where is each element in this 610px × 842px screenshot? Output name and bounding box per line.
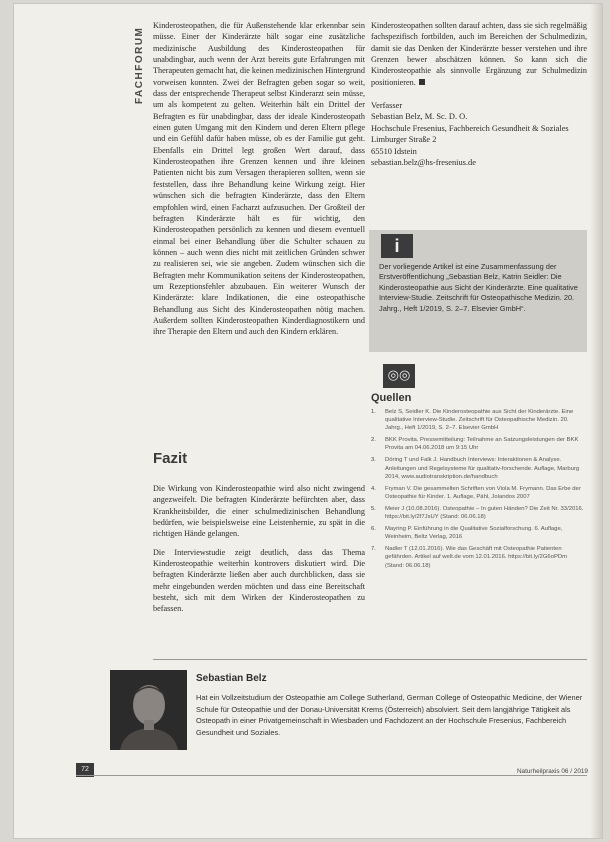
bio-text: Hat ein Vollzeitstudium der Osteopathie am College Sutherland, German College of Osteopathic Medicine, der Wiener Schule für Osteopathie und der Donau-Universität Krems (Österreich) absolviert. Seit dem langjährige Tätigkeit als Osteopath in einer Privatgemeinschaft in Wiesbaden und Fachdozent an der Hochschule Fresenius, Fachbereich Gesundheit und Soziales. xyxy=(196,693,583,737)
quellen-title: Quellen xyxy=(371,392,412,404)
info-box xyxy=(369,230,587,352)
page-number: 72 xyxy=(76,763,94,777)
quellen-header xyxy=(371,364,587,404)
reference-item xyxy=(371,525,587,541)
right-paragraph-text: Kinderosteopathen sollten darauf achten, dass sie sich regelmäßig fachspezifisch fortbilden, auch im Bereichen der Schulmedizin, damit sie das Denken der Kinderärzte besser verstehen und ihre Grenzen bewer abschätzen können. So kann sich die Kinderosteopathie als sinnvolle Ergänzung zur Schulmedizin positionieren. xyxy=(371,21,587,87)
author-label: Verfasser xyxy=(371,101,403,111)
reference-text: Fryman V. Die gesammelten Schriften von Viola M. Frymann. Das Erbe der Osteopathie für Kinder. 1. Auflage, Pähl, Jolandos 2007 xyxy=(385,485,581,500)
journal-footer: Naturheilpraxis 06 / 2019 xyxy=(516,768,588,775)
reference-item xyxy=(371,408,587,432)
info-text: Der vorliegende Artikel ist eine Zusammenfassung der Erstveröffentlichung „Sebastian Belz, Katrin Seidler: Die Kinderosteopathie aus Sicht der Kinderärzte. Eine qualitative Interview-Studie. Zeitschrift für Osteopathische Medizin. 20. Jahrg., Heft 1/2019, S. 2–7. Elsevier GmbH“. xyxy=(379,262,578,313)
section-tab xyxy=(132,26,152,106)
portrait-image xyxy=(110,670,187,750)
magazine-page xyxy=(14,4,602,838)
reference-text: Döring T und Falk J. Handbuch Interviews: Interaktionen & Analyse. Anleitungen und Regelsysteme für qualitativ-forschende. Auflage, Marburg 2014, www.audiotranskription.de/handbuch xyxy=(385,457,580,480)
reference-number: 4. xyxy=(371,485,376,492)
fazit-heading: Fazit xyxy=(153,450,188,467)
section-divider xyxy=(153,659,587,660)
reference-number: 7. xyxy=(371,546,376,553)
reference-text: BKK Provita. Pressemitteilung: Teilnahme an Satzungsleistungen der BKK Provita am 04.06.2018 um 9:15 Uhr xyxy=(385,437,579,452)
reference-number: 5. xyxy=(371,505,376,512)
reference-text: Meier J (10.08.2016). Osteopathie – In guten Händen? Die Zeit Nr. 33/2016. https://bit.ly/2f7JsUY (Stand: 06.06.18) xyxy=(385,505,584,521)
reference-number: 6. xyxy=(371,526,376,533)
reference-item xyxy=(371,485,587,501)
reference-item xyxy=(371,456,587,480)
bio-name: Sebastian Belz xyxy=(196,673,267,684)
fazit-paragraph-1: Die Wirkung von Kinderosteopathie wird also nicht zwingend angezweifelt. Die befragten Kinderärzte befürchten aber, dass Krankheitsbilder, die einer schulmedizinischen Behandlung bedürfen, wie beispielsweise eine Leistenhernie, zu spät in die richtigen Hände gelangen. xyxy=(153,484,365,539)
reference-number: 3. xyxy=(371,457,376,464)
reference-number: 1. xyxy=(371,409,376,415)
info-icon: i xyxy=(381,234,413,258)
right-column xyxy=(371,20,587,169)
reference-list xyxy=(371,408,587,574)
reference-text: Nadler T (12.01.2016). Wie das Geschäft mit Osteopathie Patienten gefährden. Artikel auf welt.de vom 12.01.2016. https://bit.ly/2G6oPDm (Stand: 06.06.18) xyxy=(385,546,568,569)
body-paragraph: Kinderosteopathen, die für Außenstehende klar erkennbar sein müsse. Einer der Kinderärzte hält sogar eine zusätzliche medizinische Ausbildung des Kinderosteopathen für unabdingbar, auch wenn der Arzt bereits gute Erfahrungen mit Therapeuten gemacht hat, die keinen medizinischen Hintergrund vorweisen konnten. Zwei der Befragten geben sogar so weit, dass der entsprechende Therapeut selbst Kinderarzt sein müsse, um als kompetent zu gelten. Weiterhin hält ein Drittel der Befragten es für unabdingbar, dass der ideale Kinderosteopath einen guten Umgang mit den Kindern und deren Eltern pflege und ein Gefühl dafür haben müsse, ob es der Familie gut geht. Ebenfalls ein Drittel legt großen Wert darauf, dass Kinderosteopathen ihre Grenzen kennen und ihre kleinen Patienten nicht bis zum Versagen therapieren sollten, wenn sie feststellen, dass ihre Behandlung keine Wirkung zeigt. Hier wünschen sich die befragten Kinderärzte, dass den Eltern empfohlen wird, einen Facharzt aufzusuchen. Der Großteil der befragten Kinderärzte hält es für wichtig, den Kinderosteopathen persönlich zu kennen und diesem eventuell einmal bei einer Behandlung über die Schulter schauen zu können – auch wenn dies nicht mit zeitlichen Gründen schwer zu realisieren sei, wie sie angeben. Zudem wünschen sich die Befragten mehr Kommunikation seitens der Kinderosteopathen, um Rezeptionsfehler abzubauen. Ein weiterer Wunsch der Kinderärzte: klare Indikationen, die eine osteopathische Behandlung aus Sicht des Kinderosteopathen nötig machen. Außerdem sollten Kinderosteopathen Kinderdiagnostikern und ihre Therapie den Eltern und auch den Kindern erklären. xyxy=(153,21,365,337)
glasses-icon: ◎◎ xyxy=(383,364,415,388)
author-line: Sebastian Belz, M. Sc. D. O. xyxy=(371,112,468,122)
section-tab-label: FACHFORUM xyxy=(134,26,145,104)
author-block xyxy=(371,100,587,168)
author-line: 65510 Idstein xyxy=(371,146,417,156)
author-bio xyxy=(110,668,590,758)
end-mark xyxy=(419,79,425,85)
author-line: Hochschule Fresenius, Fachbereich Gesundheit & Soziales xyxy=(371,123,569,133)
left-column xyxy=(153,20,365,345)
footer-divider xyxy=(76,775,587,776)
author-photo xyxy=(110,670,187,750)
reference-number: 2. xyxy=(371,437,376,444)
reference-item xyxy=(371,545,587,569)
reference-text: Mayring P. Einführung in die Qualitative Sozialforschung. 6. Auflage, Weinheim, Beltz Verlag, 2016 xyxy=(385,526,563,541)
fazit-paragraph-2: Die Interviewstudie zeigt deutlich, dass das Thema Kinderosteopathie weiterhin kontrovers diskutiert wird. Die befragten Kinderärzte ließen aber auch durchblicken, dass sie mehr eingebunden werden möchten und dass eine Bereitschaft besteht, sich mit dem Wirken der Kinderosteopathen zu befassen. xyxy=(153,547,365,614)
fazit-column xyxy=(153,483,365,622)
author-email-link[interactable]: sebastian.belz@hs-fresenius.de xyxy=(371,158,476,168)
body-paragraph-right xyxy=(371,20,587,88)
reference-item xyxy=(371,505,587,521)
author-line: Limburger Straße 2 xyxy=(371,135,437,145)
binding-shadow xyxy=(590,4,602,838)
reference-item xyxy=(371,436,587,452)
reference-text: Belz S, Seidler K. Die Kinderosteopathie aus Sicht der Kinderärzte. Eine qualitative Interview-Studie. Zeitschrift für Osteopathische Medizin. 20. Jahrg., Heft 1/2019, S. 2–7. Elsevier GmbH xyxy=(385,409,574,432)
